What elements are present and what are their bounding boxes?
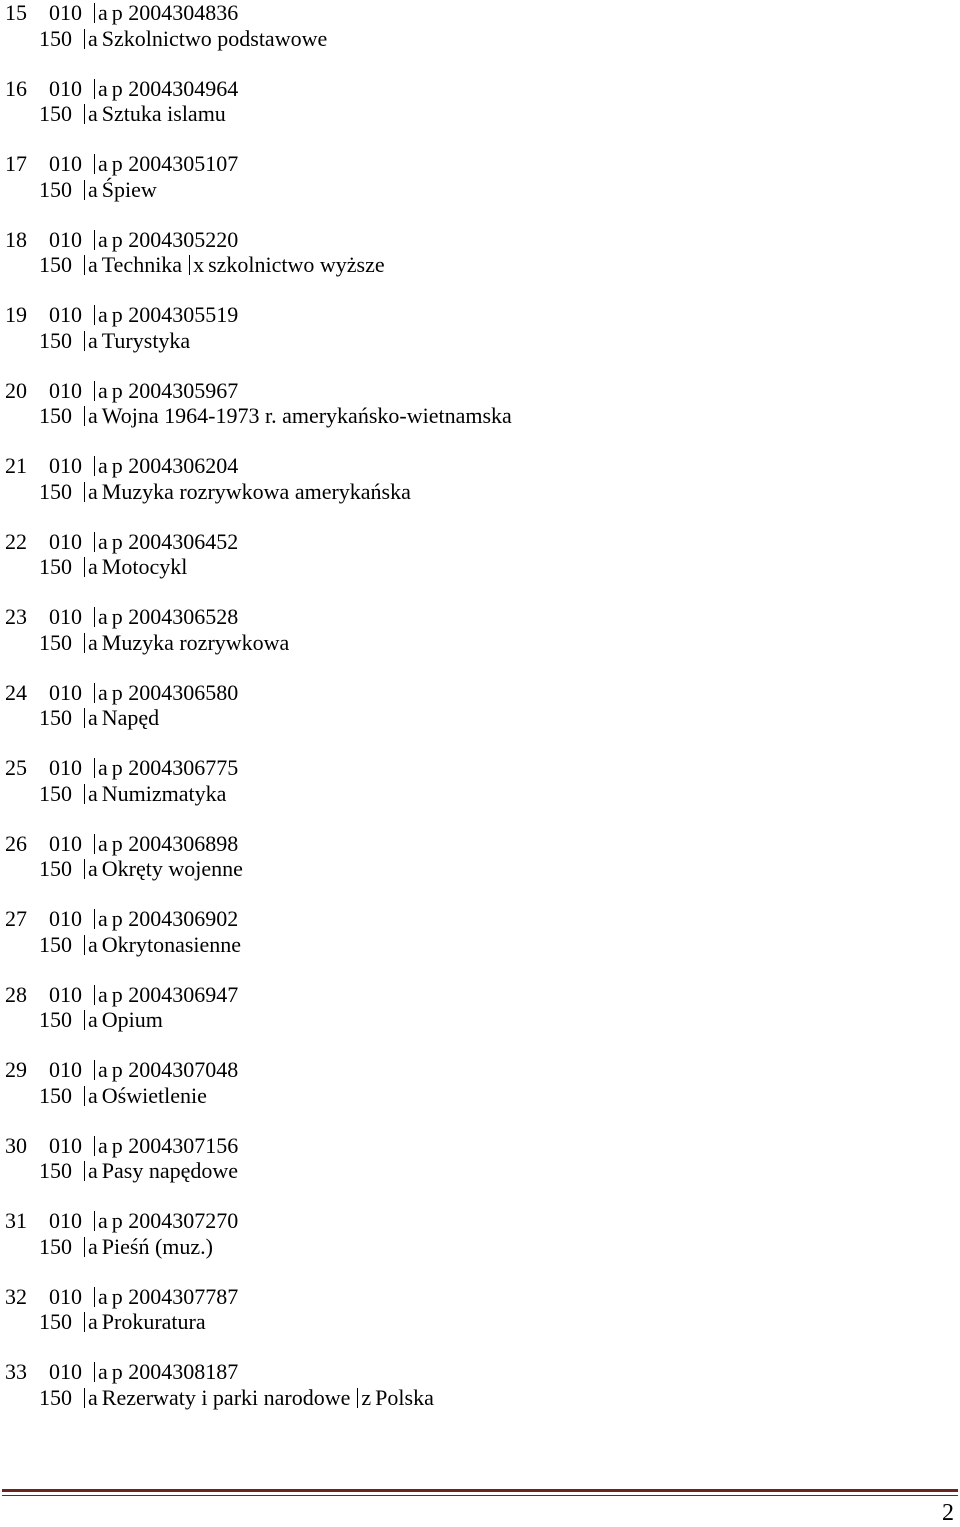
field-tag-150: 150 bbox=[39, 629, 72, 655]
control-number-value: p 2004304964 bbox=[111, 75, 239, 101]
subfield-code: a bbox=[98, 981, 108, 1007]
record-number: 23 bbox=[5, 604, 27, 629]
subfield-150 bbox=[84, 1083, 207, 1109]
subfield-delimiter bbox=[189, 255, 190, 275]
subfield-code: a bbox=[88, 1158, 98, 1183]
heading-value: Śpiew bbox=[101, 176, 157, 202]
subfield-delimiter bbox=[84, 784, 85, 804]
heading-value: Opium bbox=[101, 1007, 163, 1032]
subfield-150 bbox=[84, 328, 190, 354]
record-number: 17 bbox=[5, 151, 27, 176]
field-tag-010: 010 bbox=[49, 226, 82, 252]
subfield-delimiter bbox=[84, 1388, 85, 1408]
secondary-subfield bbox=[357, 1385, 433, 1410]
subfield-150 bbox=[84, 554, 187, 580]
footer-rule-thick bbox=[2, 1489, 958, 1492]
field-tag-150: 150 bbox=[39, 1082, 72, 1108]
record-entry bbox=[0, 755, 960, 831]
heading-value: Turystyka bbox=[101, 327, 191, 353]
control-number-value: p 2004305107 bbox=[111, 151, 239, 176]
record-number: 18 bbox=[5, 226, 27, 252]
subfield-delimiter bbox=[94, 834, 95, 854]
record-number: 20 bbox=[5, 377, 27, 403]
subfield-150 bbox=[84, 932, 241, 958]
subfield-code: x bbox=[193, 252, 205, 277]
field-tag-150: 150 bbox=[39, 1309, 72, 1334]
subfield-delimiter bbox=[357, 1388, 358, 1408]
heading-value: Muzyka rozrywkowa amerykańska bbox=[101, 478, 411, 504]
field-tag-010: 010 bbox=[49, 1208, 82, 1233]
record-entry bbox=[0, 529, 960, 605]
record-number: 32 bbox=[5, 1283, 27, 1309]
subfield-150 bbox=[84, 479, 411, 505]
heading-value: Technika bbox=[101, 252, 183, 277]
subfield-010 bbox=[94, 302, 238, 328]
control-number-value: p 2004306580 bbox=[111, 679, 239, 705]
record-number: 27 bbox=[5, 906, 27, 931]
subfield-010 bbox=[94, 0, 238, 26]
control-number-value: p 2004307048 bbox=[111, 1057, 239, 1082]
heading-value: Szkolnictwo podstawowe bbox=[101, 25, 328, 51]
page-number: 2 bbox=[942, 1500, 954, 1526]
subfield-code: a bbox=[88, 403, 98, 428]
subfield-code: a bbox=[98, 1132, 108, 1158]
control-number-value: p 2004308187 bbox=[111, 1359, 239, 1384]
subfield-delimiter bbox=[94, 3, 95, 23]
control-number-value: p 2004307156 bbox=[111, 1132, 239, 1158]
subfield-010 bbox=[94, 529, 238, 555]
subfield-150 bbox=[84, 705, 159, 731]
subfield-delimiter bbox=[84, 1086, 85, 1106]
heading-value: Rezerwaty i parki narodowe bbox=[101, 1384, 351, 1410]
record-entry bbox=[0, 76, 960, 152]
subfield-code: a bbox=[88, 780, 98, 806]
field-tag-010: 010 bbox=[49, 1283, 82, 1309]
subfield-010 bbox=[94, 1057, 238, 1083]
subfield-code: a bbox=[88, 478, 98, 504]
field-tag-150: 150 bbox=[39, 403, 72, 428]
field-tag-150: 150 bbox=[39, 780, 72, 806]
record-number: 24 bbox=[5, 679, 27, 705]
subfield-150 bbox=[84, 26, 327, 52]
record-number: 31 bbox=[5, 1208, 27, 1233]
record-entry bbox=[0, 831, 960, 907]
subfield-code: z bbox=[361, 1384, 372, 1410]
subfield-code: a bbox=[98, 830, 108, 856]
field-tag-150: 150 bbox=[39, 176, 72, 202]
subfield-delimiter bbox=[84, 331, 85, 351]
subfield-010 bbox=[94, 151, 238, 177]
subfield-010 bbox=[94, 906, 238, 932]
field-tag-150: 150 bbox=[39, 1233, 72, 1259]
subfield-delimiter bbox=[84, 255, 85, 275]
subfield-delimiter bbox=[94, 456, 95, 476]
subfield-delimiter bbox=[94, 154, 95, 174]
subfield-delimiter bbox=[84, 406, 85, 426]
subfield-code: a bbox=[98, 75, 108, 101]
subfield-delimiter bbox=[94, 683, 95, 703]
subfield-delimiter bbox=[84, 859, 85, 879]
subfield-delimiter bbox=[84, 1312, 85, 1332]
subfield-delimiter bbox=[94, 79, 95, 99]
subfield-150 bbox=[84, 630, 289, 656]
subdivision-value: szkolnictwo wyższe bbox=[208, 252, 385, 277]
subfield-delimiter bbox=[84, 557, 85, 577]
subfield-010 bbox=[94, 831, 238, 857]
control-number-value: p 2004304836 bbox=[111, 0, 239, 25]
heading-value: Pasy napędowe bbox=[101, 1158, 239, 1183]
record-entry bbox=[0, 1359, 960, 1435]
heading-value: Prokuratura bbox=[101, 1309, 206, 1334]
subfield-code: a bbox=[88, 101, 98, 126]
heading-value: Oświetlenie bbox=[101, 1082, 207, 1108]
control-number-value: p 2004307787 bbox=[111, 1283, 239, 1309]
subfield-delimiter bbox=[94, 758, 95, 778]
field-tag-150: 150 bbox=[39, 327, 72, 353]
record-entry bbox=[0, 1284, 960, 1360]
subfield-code: a bbox=[88, 931, 98, 957]
field-tag-150: 150 bbox=[39, 25, 72, 51]
subfield-delimiter bbox=[84, 708, 85, 728]
field-tag-010: 010 bbox=[49, 453, 82, 478]
record-entry bbox=[0, 982, 960, 1058]
subfield-delimiter bbox=[84, 104, 85, 124]
field-tag-010: 010 bbox=[49, 0, 82, 25]
subfield-code: a bbox=[88, 856, 98, 881]
subfield-code: a bbox=[88, 1384, 98, 1410]
subfield-delimiter bbox=[94, 532, 95, 552]
subfield-delimiter bbox=[94, 909, 95, 929]
heading-value: Pieśń (muz.) bbox=[101, 1233, 213, 1259]
subfield-code: a bbox=[98, 453, 108, 478]
field-tag-010: 010 bbox=[49, 981, 82, 1007]
subfield-code: a bbox=[88, 176, 98, 202]
record-entry bbox=[0, 302, 960, 378]
subfield-code: a bbox=[88, 629, 98, 655]
record-number: 26 bbox=[5, 830, 27, 856]
control-number-value: p 2004306902 bbox=[111, 906, 239, 931]
field-tag-010: 010 bbox=[49, 906, 82, 931]
record-entry bbox=[0, 453, 960, 529]
record-number: 33 bbox=[5, 1359, 27, 1384]
subfield-delimiter bbox=[84, 633, 85, 653]
field-tag-010: 010 bbox=[49, 1132, 82, 1158]
record-number: 16 bbox=[5, 75, 27, 101]
subfield-150 bbox=[84, 403, 512, 429]
record-entry bbox=[0, 378, 960, 454]
control-number-value: p 2004305220 bbox=[111, 226, 239, 252]
heading-value: Sztuka islamu bbox=[101, 101, 226, 126]
heading-value: Muzyka rozrywkowa bbox=[101, 629, 290, 655]
subfield-010 bbox=[94, 982, 238, 1008]
heading-value: Numizmatyka bbox=[101, 780, 227, 806]
subfield-code: a bbox=[88, 327, 98, 353]
record-entry bbox=[0, 0, 960, 76]
subfield-delimiter bbox=[84, 482, 85, 502]
subfield-delimiter bbox=[94, 230, 95, 250]
subfield-delimiter bbox=[84, 1010, 85, 1030]
record-entry bbox=[0, 604, 960, 680]
subfield-code: a bbox=[98, 226, 108, 252]
record-entry bbox=[0, 1208, 960, 1284]
subfield-code: a bbox=[98, 528, 108, 554]
subfield-delimiter bbox=[94, 305, 95, 325]
subfield-code: a bbox=[98, 906, 108, 931]
field-tag-150: 150 bbox=[39, 554, 72, 579]
subfield-code: a bbox=[98, 302, 108, 327]
field-tag-150: 150 bbox=[39, 252, 72, 277]
field-tag-010: 010 bbox=[49, 302, 82, 327]
field-tag-010: 010 bbox=[49, 679, 82, 705]
subfield-delimiter bbox=[94, 1211, 95, 1231]
subfield-code: a bbox=[98, 151, 108, 176]
heading-value: Wojna 1964-1973 r. amerykańsko-wietnamska bbox=[101, 403, 512, 428]
footer-rule-thin bbox=[2, 1495, 958, 1496]
heading-value: Napęd bbox=[101, 705, 160, 730]
subfield-code: a bbox=[98, 604, 108, 629]
subfield-010 bbox=[94, 1208, 238, 1234]
record-number: 25 bbox=[5, 755, 27, 780]
subfield-delimiter bbox=[94, 607, 95, 627]
subfield-150 bbox=[84, 177, 157, 203]
control-number-value: p 2004306528 bbox=[111, 604, 239, 629]
subfield-150 bbox=[84, 1007, 163, 1033]
field-tag-010: 010 bbox=[49, 1359, 82, 1384]
subfield-delimiter bbox=[84, 1161, 85, 1181]
control-number-value: p 2004307270 bbox=[111, 1208, 239, 1233]
field-tag-150: 150 bbox=[39, 1384, 72, 1410]
subfield-delimiter bbox=[84, 180, 85, 200]
subfield-010 bbox=[94, 604, 238, 630]
subfield-code: a bbox=[88, 25, 98, 51]
subfield-010 bbox=[94, 76, 238, 102]
control-number-value: p 2004306452 bbox=[111, 528, 239, 554]
record-number: 22 bbox=[5, 528, 27, 554]
subfield-010 bbox=[94, 1133, 238, 1159]
subfield-code: a bbox=[88, 1233, 98, 1259]
subfield-010 bbox=[94, 680, 238, 706]
subdivision-value: Polska bbox=[375, 1384, 434, 1410]
subfield-delimiter bbox=[94, 1287, 95, 1307]
subfield-010 bbox=[94, 227, 238, 253]
control-number-value: p 2004305519 bbox=[111, 302, 239, 327]
secondary-subfield bbox=[189, 252, 385, 277]
subfield-010 bbox=[94, 378, 238, 404]
subfield-delimiter bbox=[84, 935, 85, 955]
control-number-value: p 2004305967 bbox=[111, 377, 239, 403]
subfield-code: a bbox=[88, 705, 98, 730]
subfield-150 bbox=[84, 781, 226, 807]
subfield-code: a bbox=[88, 554, 98, 579]
field-tag-010: 010 bbox=[49, 75, 82, 101]
field-tag-150: 150 bbox=[39, 705, 72, 730]
subfield-150 bbox=[84, 1234, 213, 1260]
record-entry bbox=[0, 1057, 960, 1133]
record-entry bbox=[0, 151, 960, 227]
subfield-150 bbox=[84, 252, 385, 278]
field-tag-010: 010 bbox=[49, 830, 82, 856]
subfield-150 bbox=[84, 1309, 206, 1335]
record-entry bbox=[0, 1133, 960, 1209]
record-number: 29 bbox=[5, 1057, 27, 1082]
field-tag-010: 010 bbox=[49, 1057, 82, 1082]
field-tag-150: 150 bbox=[39, 478, 72, 504]
subfield-code: a bbox=[98, 1208, 108, 1233]
subfield-delimiter bbox=[94, 1136, 95, 1156]
field-tag-010: 010 bbox=[49, 755, 82, 780]
subfield-010 bbox=[94, 755, 238, 781]
heading-value: Okręty wojenne bbox=[101, 856, 243, 881]
subfield-code: a bbox=[98, 755, 108, 780]
subfield-010 bbox=[94, 1284, 238, 1310]
subfield-code: a bbox=[88, 252, 98, 277]
subfield-150 bbox=[84, 1158, 238, 1184]
subfield-delimiter bbox=[94, 985, 95, 1005]
heading-value: Okrytonasienne bbox=[101, 931, 242, 957]
record-number: 15 bbox=[5, 0, 27, 25]
subfield-delimiter bbox=[94, 1362, 95, 1382]
field-tag-150: 150 bbox=[39, 856, 72, 881]
subfield-delimiter bbox=[94, 1060, 95, 1080]
subfield-code: a bbox=[98, 679, 108, 705]
subfield-code: a bbox=[88, 1007, 98, 1032]
field-tag-010: 010 bbox=[49, 151, 82, 176]
subfield-010 bbox=[94, 453, 238, 479]
subfield-delimiter bbox=[84, 1237, 85, 1257]
subfield-delimiter bbox=[84, 29, 85, 49]
subfield-code: a bbox=[88, 1082, 98, 1108]
field-tag-010: 010 bbox=[49, 528, 82, 554]
record-number: 30 bbox=[5, 1132, 27, 1158]
record-entry bbox=[0, 227, 960, 303]
subfield-150 bbox=[84, 856, 243, 882]
record-entry bbox=[0, 906, 960, 982]
subfield-code: a bbox=[98, 1283, 108, 1309]
control-number-value: p 2004306775 bbox=[111, 755, 239, 780]
subfield-code: a bbox=[88, 1309, 98, 1334]
record-number: 28 bbox=[5, 981, 27, 1007]
record-number: 21 bbox=[5, 453, 27, 478]
subfield-150 bbox=[84, 1385, 434, 1411]
field-tag-150: 150 bbox=[39, 1158, 72, 1183]
heading-value: Motocykl bbox=[101, 554, 188, 579]
subfield-010 bbox=[94, 1359, 238, 1385]
field-tag-150: 150 bbox=[39, 1007, 72, 1032]
subfield-code: a bbox=[98, 0, 108, 25]
record-number: 19 bbox=[5, 302, 27, 327]
control-number-value: p 2004306204 bbox=[111, 453, 239, 478]
field-tag-150: 150 bbox=[39, 101, 72, 126]
control-number-value: p 2004306898 bbox=[111, 830, 239, 856]
control-number-value: p 2004306947 bbox=[111, 981, 239, 1007]
field-tag-150: 150 bbox=[39, 931, 72, 957]
subfield-code: a bbox=[98, 1359, 108, 1384]
subfield-code: a bbox=[98, 1057, 108, 1082]
field-tag-010: 010 bbox=[49, 604, 82, 629]
subfield-code: a bbox=[98, 377, 108, 403]
record-entry bbox=[0, 680, 960, 756]
subfield-150 bbox=[84, 101, 226, 127]
field-tag-010: 010 bbox=[49, 377, 82, 403]
subfield-delimiter bbox=[94, 381, 95, 401]
